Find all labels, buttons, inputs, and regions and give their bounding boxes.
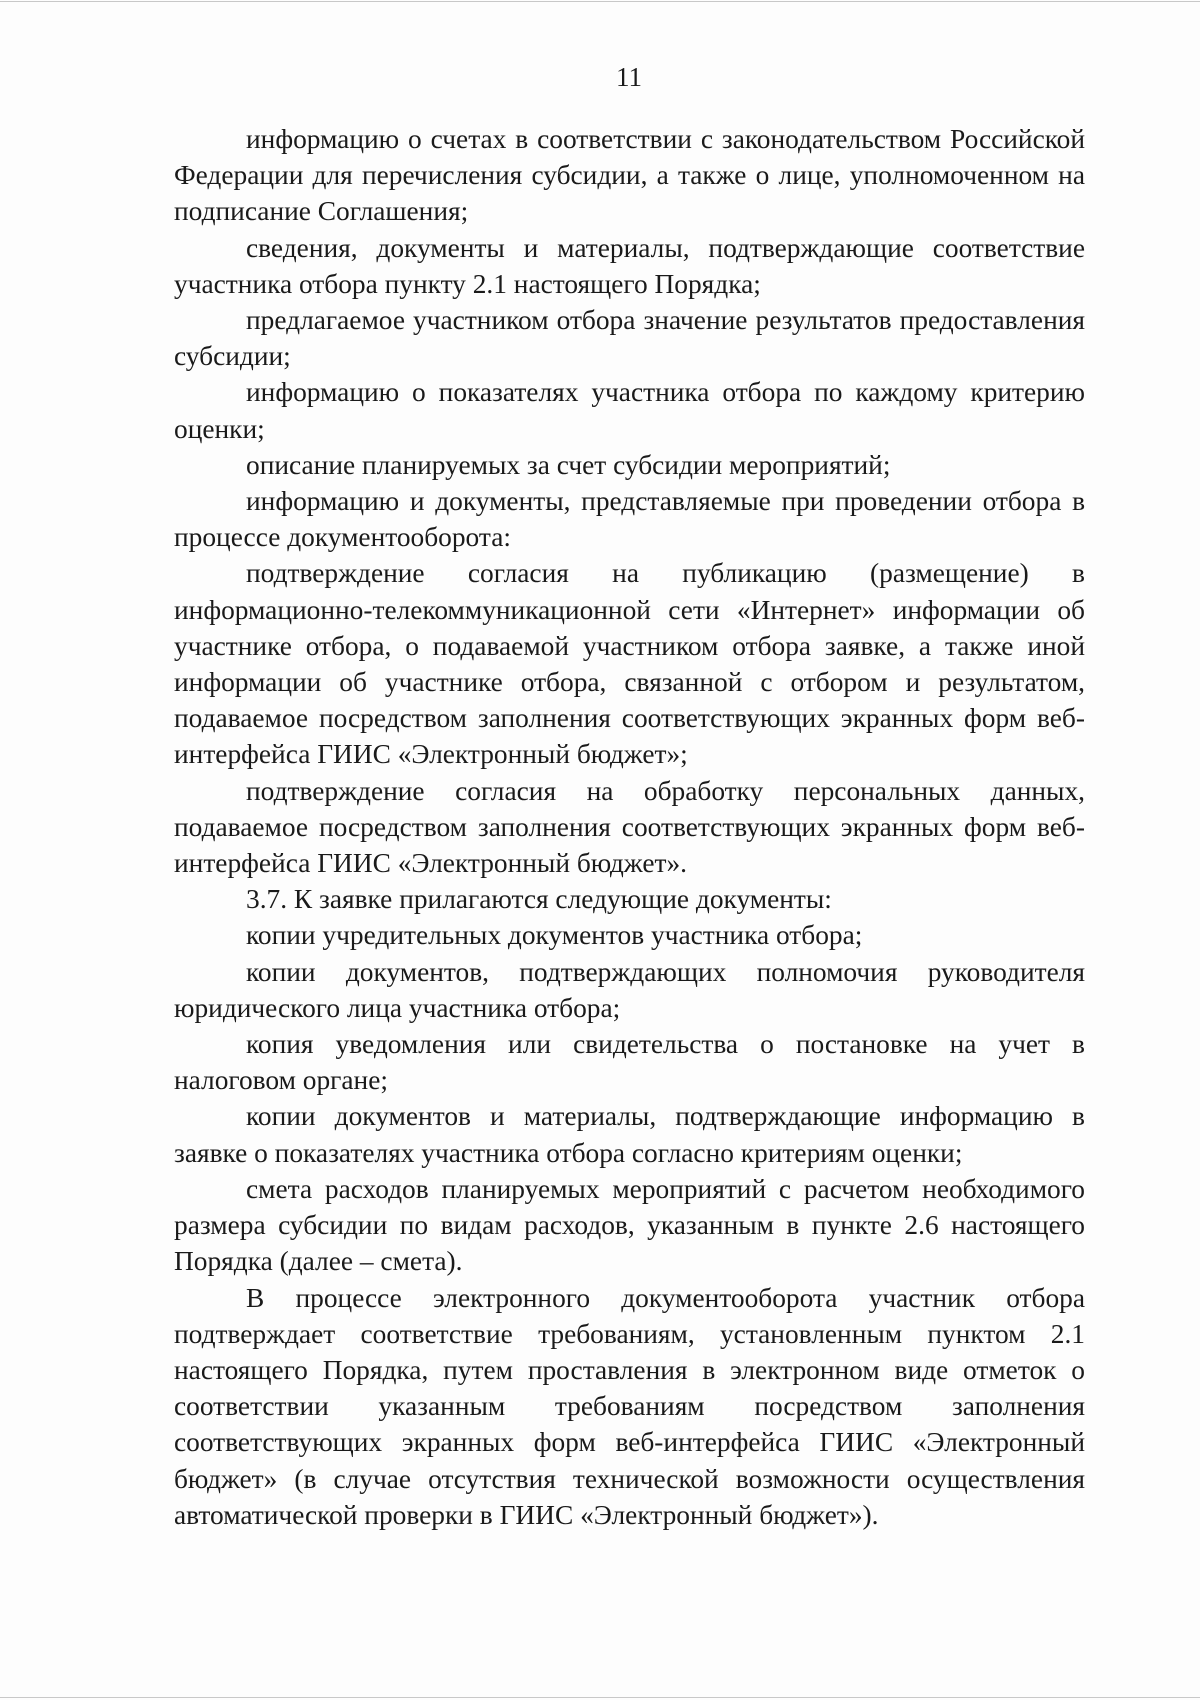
paragraph-expense-estimate: смета расходов планируемых мероприятий с расчетом необходимого размера субсидии по видам расходов, указанным в пункте 2.6 настоящего Порядка (далее – смета).	[174, 1173, 1085, 1277]
scan-edge-top	[0, 1, 1200, 2]
paragraph-workflow-documents: информацию и документы, представляемые при проведении отбора в процессе документооборота:	[174, 486, 1085, 553]
paragraph-founding-documents: копии учредительных документов участника отбора;	[246, 920, 863, 951]
paragraph-tax-registration: копия уведомления или свидетельства о постановке на учет в налоговом органе;	[174, 1029, 1085, 1096]
paragraph-electronic-confirmation: В процессе электронного документооборота участник отбора подтверждает соответствие требованиям, установленным пунктом 2.1 настоящего Порядка, путем проставления в электронном виде отметок о соответствии указанным требованиям посредством заполнения соответствующих экранных форм веб-интерфейса ГИИС «Электронный бюджет» (в случае отсутствия технической возможности осуществления автоматической проверки в ГИИС «Электронный бюджет»).	[174, 1282, 1085, 1530]
paragraph-publication-consent: подтверждение согласия на публикацию (размещение) в информационно-телекоммуникационной сети «Интернет» информации об участнике отбора, о подаваемой участником отбора заявке, а также иной информации об участнике отбора, связанной с отбором и результатом, подаваемое посредством заполнения соответствующих экранных форм веб-интерфейса ГИИС «Электронный бюджет»;	[174, 558, 1085, 770]
paragraph-accounts-info: информацию о счетах в соответствии с законодательством Российской Федерации для перечисления субсидии, а также о лице, уполномоченном на подписание Соглашения;	[174, 124, 1085, 227]
document-body	[174, 121, 1085, 1533]
paragraph-criteria-materials: копии документов и материалы, подтверждающие информацию в заявке о показателях участника отбора согласно критериям оценки;	[174, 1101, 1085, 1168]
paragraph-personal-data-consent: подтверждение согласия на обработку персональных данных, подаваемое посредством заполнения соответствующих экранных форм веб-интерфейса ГИИС «Электронный бюджет».	[174, 775, 1085, 879]
paragraph-authority-documents: копии документов, подтверждающих полномочия руководителя юридического лица участника отбора;	[174, 956, 1085, 1023]
paragraph-proposed-results: предлагаемое участником отбора значение результатов предоставления субсидии;	[174, 305, 1085, 372]
paragraph-planned-activities: описание планируемых за счет субсидии мероприятий;	[246, 449, 891, 480]
page-number: 11	[616, 62, 642, 92]
paragraph-criteria-indicators: информацию о показателях участника отбора по каждому критерию оценки;	[174, 377, 1085, 444]
paragraph-section-3-7: 3.7. К заявке прилагаются следующие документы:	[246, 884, 832, 915]
paragraph-compliance-documents: сведения, документы и материалы, подтверждающие соответствие участника отбора пункту 2.1 настоящего Порядка;	[174, 232, 1085, 299]
scan-edge-bottom	[0, 1697, 1200, 1698]
